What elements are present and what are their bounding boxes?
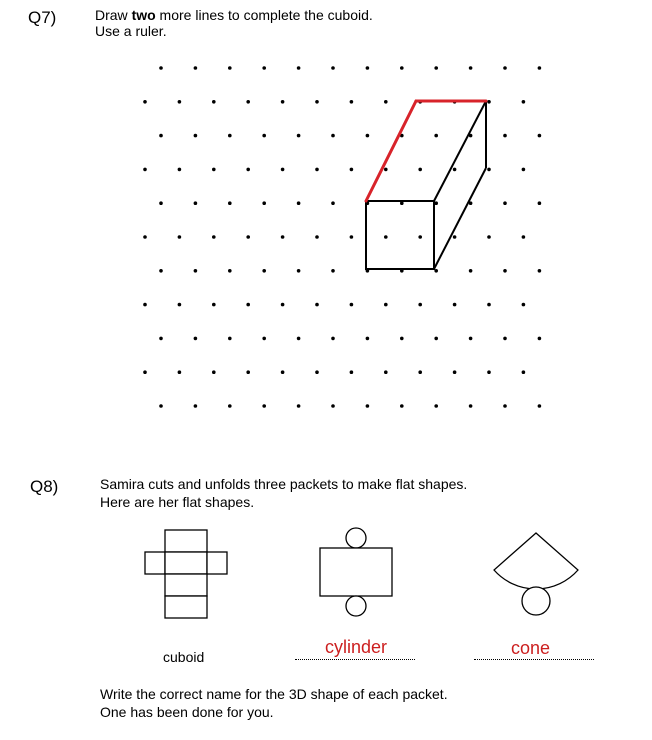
cuboid-net xyxy=(145,530,227,618)
instruction-text-start: Draw xyxy=(95,7,132,23)
question-8-footer-1: Write the correct name for the 3D shape of each packet. xyxy=(100,686,448,702)
question-8-number: Q8) xyxy=(30,477,59,496)
cone-net xyxy=(494,533,578,615)
question-8-line-1: Samira cuts and unfolds three packets to make flat shapes. xyxy=(100,476,468,492)
answer-cuboid: cuboid xyxy=(163,649,205,665)
question-8-footer-2: One has been done for you. xyxy=(100,704,274,720)
question-8-line-2: Here are her flat shapes. xyxy=(100,494,255,510)
instruction-text-end: more lines to complete the cuboid. xyxy=(155,7,373,23)
instruction-bold-word: two xyxy=(131,7,156,23)
question-7-ruler-note: Use a ruler. xyxy=(95,23,167,39)
answer-cylinder: cylinder xyxy=(325,637,388,657)
answer-line-2[interactable] xyxy=(295,658,415,660)
question-7-number: Q7) xyxy=(28,8,57,27)
answer-cone: cone xyxy=(511,638,551,658)
cylinder-net xyxy=(320,528,392,616)
